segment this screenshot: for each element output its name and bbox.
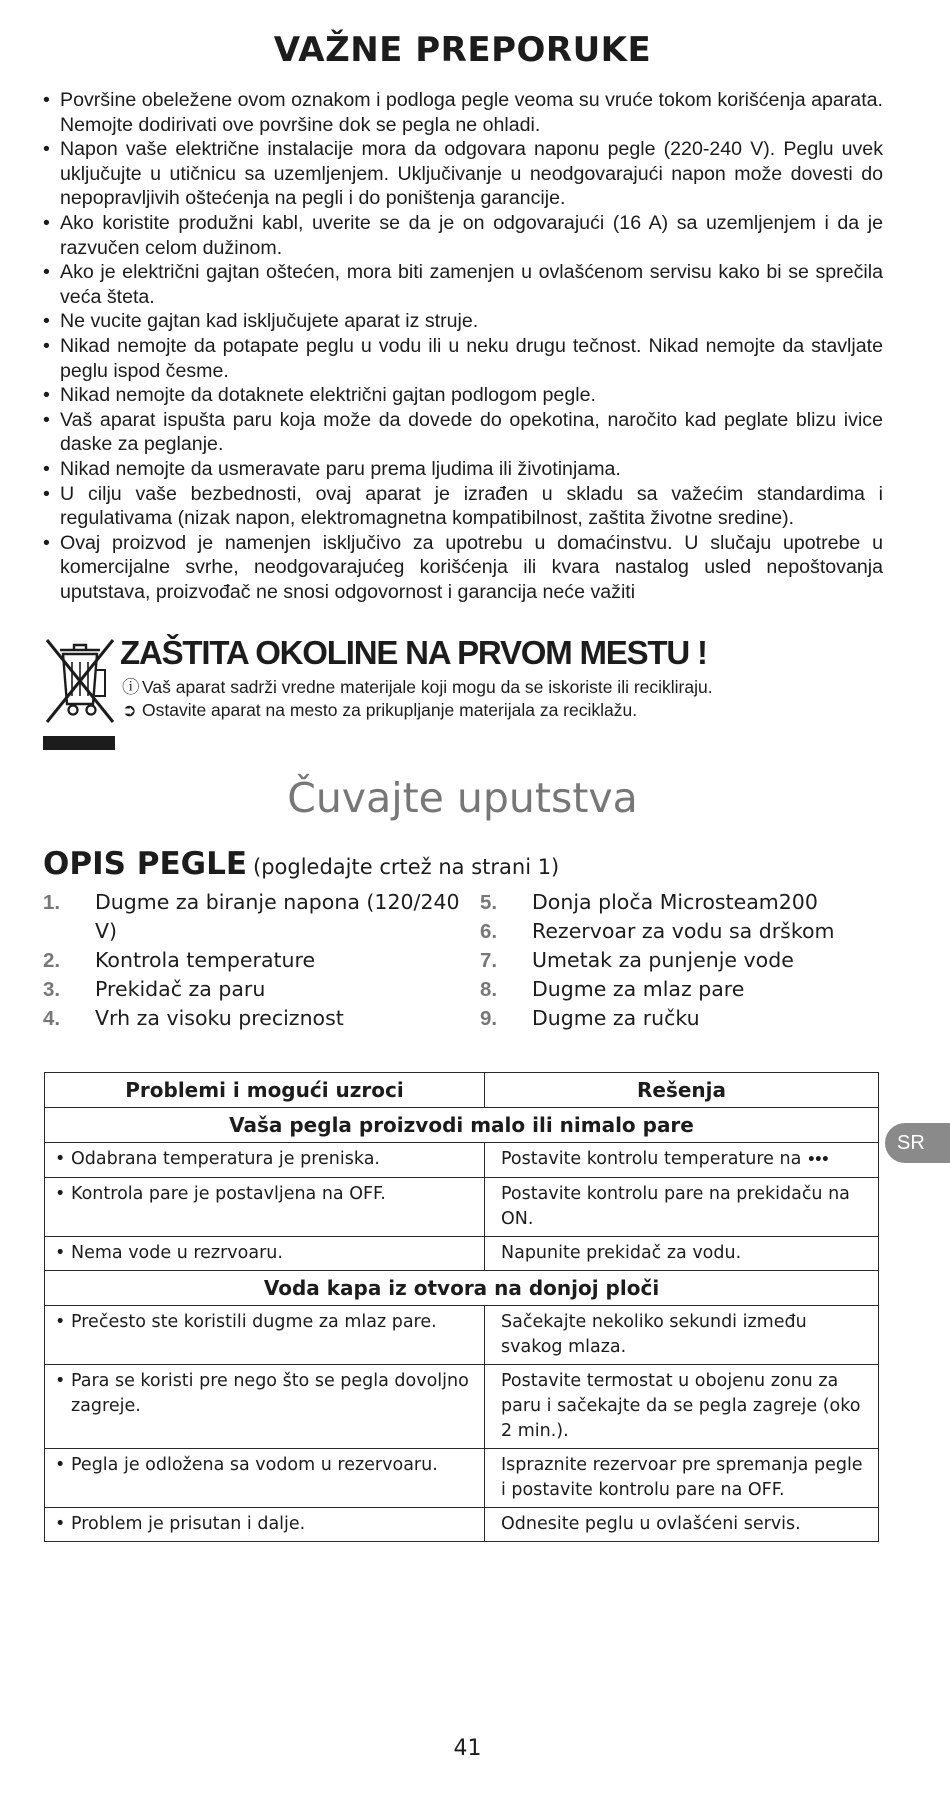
table-row <box>45 1178 879 1237</box>
temperature-dots-symbol: ••• <box>806 1152 828 1168</box>
solution-cell: Postavite termostat u obojenu zonu za paru i sačekajte da se pegla zagreje (oko 2 min.). <box>485 1365 879 1449</box>
problem-cell: • Pegla je odložena sa vodom u rezervoaru. <box>45 1449 485 1508</box>
recommendations-list <box>43 88 883 604</box>
section-title: Voda kapa iz otvora na donjoj ploči <box>45 1271 879 1306</box>
table-row <box>45 1365 879 1449</box>
solution-cell: Sačekajte nekoliko sekundi između svakog mlaza. <box>485 1306 879 1365</box>
list-item <box>43 1004 463 1033</box>
column-header-solution: Rešenja <box>485 1073 879 1108</box>
part-number: 7. <box>480 949 498 972</box>
list-item <box>480 917 900 946</box>
table-row <box>45 1508 879 1542</box>
description-heading: OPIS PEGLE <box>43 846 247 882</box>
solution-text: Postavite kontrolu temperature na <box>501 1149 802 1169</box>
table-row <box>45 1449 879 1508</box>
list-item: • Ako je električni gajtan oštećen, mora biti zamenjen u ovlašćenom servisu kako bi se sprečila veća šteta. <box>43 260 883 309</box>
table-section-row <box>45 1271 879 1306</box>
list-item: • Ako koristite produžni kabl, uverite se da je on odgovarajući (16 A) sa uzemljenjem i da je razvučen celom dužinom. <box>43 211 883 260</box>
section-title: Vaša pegla proizvodi malo ili nimalo pare <box>45 1108 879 1143</box>
list-item <box>43 946 463 975</box>
part-number: 6. <box>480 920 498 943</box>
environment-info <box>122 674 713 699</box>
problem-cell: • Odabrana temperatura je preniska. <box>45 1143 485 1178</box>
part-label: Umetak za punjenje vode <box>532 948 794 972</box>
page-title: VAŽNE PREPORUKE <box>273 30 652 70</box>
list-item <box>43 888 463 946</box>
table-row <box>45 1143 879 1178</box>
table-row <box>45 1237 879 1271</box>
part-number: 8. <box>480 978 498 1001</box>
parts-list-left <box>43 888 463 1033</box>
parts-list-right <box>480 888 900 1033</box>
part-number: 1. <box>43 891 61 914</box>
environment-action <box>122 700 637 721</box>
column-header-problem: Problemi i mogući uzroci <box>45 1073 485 1108</box>
part-number: 9. <box>480 1007 498 1030</box>
part-number: 3. <box>43 978 61 1001</box>
list-item <box>480 888 900 917</box>
part-label: Vrh za visoku preciznost <box>95 1006 344 1030</box>
part-label: Rezervoar za vodu sa drškom <box>532 919 835 943</box>
crossed-out-wheelie-bin-icon <box>43 636 117 752</box>
table-row <box>45 1306 879 1365</box>
solution-cell: Odnesite peglu u ovlašćeni servis. <box>485 1508 879 1542</box>
solution-cell <box>485 1143 879 1178</box>
problem-cell: • Prečesto ste koristili dugme za mlaz pare. <box>45 1306 485 1365</box>
list-item: • Vaš aparat ispušta paru koja može da dovede do opekotina, naročito kad peglate blizu ivice daske za peglanje. <box>43 408 883 457</box>
list-item: • Nikad nemojte da dotaknete električni gajtan podlogom pegle. <box>43 383 883 408</box>
solution-cell: Ispraznite rezervoar pre spremanja pegle i postavite kontrolu pare na OFF. <box>485 1449 879 1508</box>
page-number: 41 <box>453 1736 482 1761</box>
part-label: Dugme za mlaz pare <box>532 977 745 1001</box>
environment-action-text: Ostavite aparat na mesto za prikupljanje materijala za reciklažu. <box>142 700 638 720</box>
part-number: 5. <box>480 891 498 914</box>
table-header-row <box>45 1073 879 1108</box>
part-label: Dugme za ručku <box>532 1006 700 1030</box>
description-subheading: (pogledajte crtež na strani 1) <box>253 855 560 879</box>
list-item: • Nikad nemojte da potapate peglu u vodu ili u neku drugu tečnost. Nikad nemojte da stavljate peglu ispod česme. <box>43 334 883 383</box>
keep-instructions-heading: Čuvajte uputstva <box>287 774 638 822</box>
troubleshooting-table <box>44 1072 879 1542</box>
table-section-row <box>45 1108 879 1143</box>
environment-heading: ZAŠTITA OKOLINE NA PRVOM MESTU ! <box>120 634 707 671</box>
part-number: 4. <box>43 1007 61 1030</box>
list-item <box>480 975 900 1004</box>
list-item: • Površine obeležene ovom oznakom i podloga pegle veoma su vruće tokom korišćenja aparata. Nemojte dodirivati ove površine dok se pegla ne ohladi. <box>43 88 883 137</box>
list-item: • Ne vucite gajtan kad isključujete aparat iz struje. <box>43 309 883 334</box>
arrow-icon: ➲ <box>122 700 137 720</box>
problem-cell: • Kontrola pare je postavljena na OFF. <box>45 1178 485 1237</box>
solution-cell: Postavite kontrolu pare na prekidaču na ON. <box>485 1178 879 1237</box>
list-item <box>480 1004 900 1033</box>
part-label: Prekidač za paru <box>95 977 266 1001</box>
list-item <box>43 975 463 1004</box>
problem-cell: • Nema vode u rezrvoaru. <box>45 1237 485 1271</box>
list-item: • U cilju vaše bezbednosti, ovaj aparat je izrađen u skladu sa važećim standardima i regulativama (nizak napon, elektromagnetna kompatibilnost, zaštita životne sredine). <box>43 482 883 531</box>
info-icon: ⓘ <box>122 677 140 697</box>
list-item: • Ovaj proizvod je namenjen isključivo za upotrebu u domaćinstvu. U slučaju upotrebe u komercijalne svrhe, neodgovarajućeg korišćenja ili kvara nastalog usled nepoštovanja uputstava, proizvođač ne snosi odgovornost i garancija neće važiti <box>43 531 883 605</box>
part-number: 2. <box>43 949 61 972</box>
list-item <box>480 946 900 975</box>
solution-cell: Napunite prekidač za vodu. <box>485 1237 879 1271</box>
problem-cell: • Problem je prisutan i dalje. <box>45 1508 485 1542</box>
part-label: Donja ploča Microsteam200 <box>532 890 818 914</box>
environment-info-text: Vaš aparat sadrži vredne materijale koji mogu da se iskoriste ili recikliraju. <box>142 677 713 697</box>
list-item: • Napon vaše električne instalacije mora da odgovara naponu pegle (220-240 V). Peglu uvek uključujte u utičnicu sa uzemljenjem. Uključivanje u neodgovarajući napon može dovesti do nepopravljivih oštećenja na pegli i do poništenja garancije. <box>43 137 883 211</box>
part-label: Dugme za biranje napona (120/240 V) <box>95 890 460 943</box>
part-label: Kontrola temperature <box>95 948 316 972</box>
description-heading-row <box>43 846 559 882</box>
list-item: • Nikad nemojte da usmeravate paru prema ljudima ili životinjama. <box>43 457 883 482</box>
problem-cell: • Para se koristi pre nego što se pegla dovoljno zagreje. <box>45 1365 485 1449</box>
language-tab: SR <box>885 1123 950 1163</box>
